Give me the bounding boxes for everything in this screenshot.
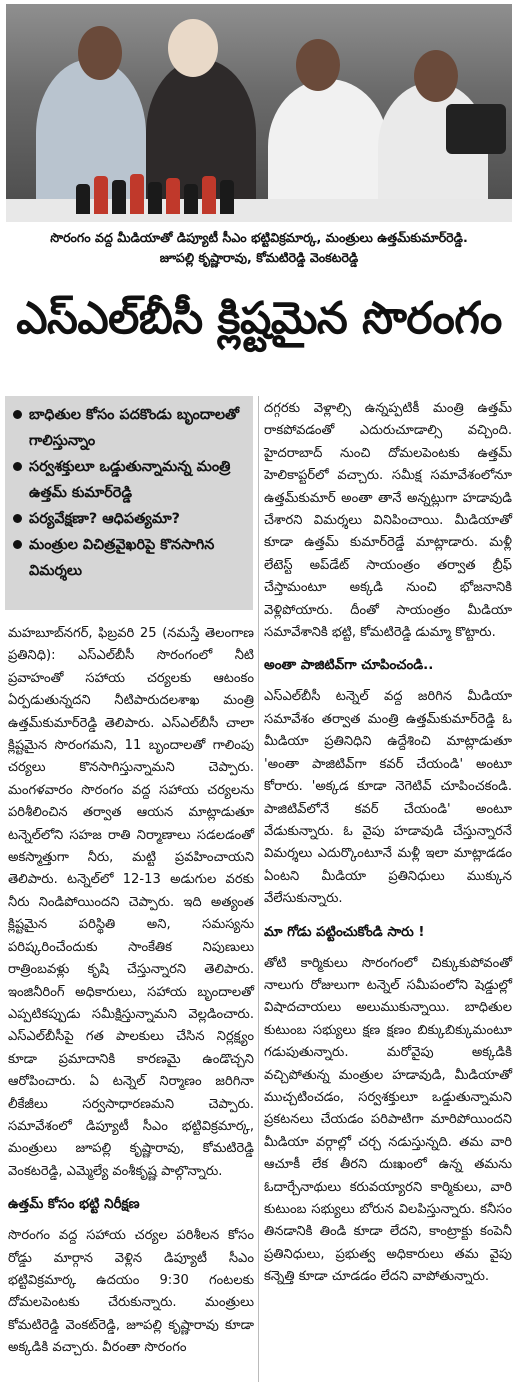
article-subheading: అంతా పాజిటివ్‌గా చూపించండి..	[264, 658, 434, 674]
bullet-icon	[13, 514, 22, 523]
microphone	[76, 184, 90, 214]
microphone	[220, 180, 234, 214]
highlight-text: మంత్రుల విచిత్రవైఖరిపై కొనసాగిన విమర్శలు	[29, 537, 215, 579]
microphone	[184, 184, 198, 214]
microphone	[94, 176, 108, 214]
article-column-right	[264, 398, 512, 1289]
headline: ఎస్‌ఎల్‌బీసీ క్లిష్టమైన సొరంగం	[16, 293, 502, 344]
article-column-left	[8, 623, 254, 1360]
article-subheading: ఉత్తమ్ కోసం భట్టి నిరీక్షణ	[8, 1197, 140, 1213]
microphone	[166, 178, 180, 214]
bullet-icon	[13, 462, 22, 471]
article-paragraph: ఎస్‌ఎల్‌బీసీ టన్నెల్ వద్ద జరిగిన మీడియా సమావేశం తర్వాత మంత్రి ఉత్తమ్‌కుమార్‌రెడ్డి ఓ మీడియా ప్రతినిధిని ఉద్దేశించి మాట్లాడుతూ 'అంతా పాజిటివ్‌గా కవర్ చేయండి' అంటూ కోరారు. 'అక్కడ కూడా నెగెటివ్ చూపించకండి. పాజిటివ్‌లోనే కవర్ చేయండి' అంటూ వేడుకున్నారు. ఓ వైపు హడావుడి చేస్తున్నారనే విమర్శలు ఎదుర్కొంటూనే మళ్లీ ఇలా మాట్లాడడం ఏంటని మీడియా ప్రతినిధులు ముక్కున వేలేసుకున్నారు.	[264, 689, 512, 907]
highlight-item	[13, 454, 245, 506]
article-paragraph: తోటి కార్మికులు సొరంగంలో చిక్కుకుపోవంతో నాలుగు రోజులుగా టన్నెల్ సమీపంలోని షెడ్డుల్లో విషాదచాయలు అలుముకున్నాయి. బాధితుల కుటుంబ సభ్యులు క్షణ క్షణం బిక్కుబిక్కుమంటూ గడుపుతున్నారు. మరోవైపు అక్కడికి వచ్చిపోతున్న మంత్రుల హడావుడి, మీడియాతో ముచ్చటించడం, సర్వశక్తులూ ఒడ్డుతున్నామని ప్రకటనలు చేయడం పరిపాటిగా మారిపోయిందని మీడియా వర్గాల్లో చర్చ నడుస్తున్నది. తమ వారి ఆచూకీ లేక తీరని దుఃఖంలో ఉన్న తమను ఓదార్చేనాథులు కరువయ్యారని కార్మికులు, వారి కుటుంబ సభ్యులు బోరున విలపిస్తున్నారు. కనీసం తినడానికి తిండి కూడా లేదని, కాంట్రాక్టు కంపెనీ ప్రతినిధులు, ప్రభుత్వ అధికారులు తమ వైపు కన్నెత్తి కూడా చూడడం లేదని వాపోతున్నారు.	[264, 955, 512, 1285]
photo-head-4	[414, 50, 458, 102]
microphone	[202, 176, 216, 214]
photo-person-3	[268, 79, 388, 214]
highlight-item	[13, 402, 245, 454]
highlight-text: బాధితుల కోసం పదకొండు బృందాలతో గాలిస్తున్నాం	[29, 407, 240, 449]
news-photo	[6, 4, 512, 222]
microphone	[148, 182, 162, 214]
column-divider	[258, 396, 259, 1382]
caption-line-1: సొరంగం వద్ద మీడియాతో డిప్యూటీ సీఎం భట్టివిక్రమార్క, మంత్రులు ఉత్తమ్‌కుమార్‌రెడ్డి.	[50, 230, 468, 245]
highlight-text: పర్యవేక్షణా? ఆధిపత్యమా?	[29, 511, 181, 527]
microphone-cluster	[76, 174, 276, 214]
video-camera	[446, 104, 506, 154]
photo-caption	[8, 228, 510, 268]
highlight-item	[13, 532, 245, 584]
photo-head-1	[78, 26, 122, 80]
article-paragraph: సొరంగం వద్ద సహాయ చర్యల పరిశీలన కోసం రోడ్డు మార్గాన వెళ్లిన డిప్యూటీ సీఎం భట్టివిక్రమార్క ఉదయం 9:30 గంటలకు దోమలపెంటకు చేరుకున్నారు. మంత్రులు కోమటిరెడ్డి వెంకట్‌రెడ్డి, జూపల్లి కృష్ణారావు కూడా అక్కడికి వచ్చారు. వీరంతా సొరంగం	[8, 1228, 254, 1356]
microphone	[112, 180, 126, 214]
bullet-icon	[13, 540, 22, 549]
microphone	[130, 174, 144, 214]
caption-line-2: జూపల్లి కృష్ణారావు, కోమటిరెడ్డి వెంకటరెడ్డి	[159, 250, 359, 265]
bullet-icon	[13, 410, 22, 419]
photo-head-3	[296, 39, 340, 91]
article-subheading: మా గోడు పట్టించుకోండి సారు !	[264, 924, 425, 940]
highlight-text: సర్వశక్తులూ ఒడ్డుతున్నామన్న మంత్రి ఉత్తమ్ కుమార్‌రెడ్డి	[29, 459, 231, 501]
article-paragraph: మహబూబ్‌నగర్, ఫిబ్రవరి 25 (నమస్తే తెలంగాణ ప్రతినిధి): ఎస్‌ఎల్‌బీసీ సొరంగంలో నీటి ప్రవాహంతో సహాయ చర్యలకు ఆటంకం ఏర్పడుతున్నదని నీటిపారుదలశాఖ మంత్రి ఉత్తమ్‌కుమార్‌రెడ్డి తెలిపారు. ఎస్‌ఎల్‌బీసీ చాలా క్లిష్టమైన సొరంగమని, 11 బృందాలతో గాలింపు చర్యలు కొనసాగిస్తున్నామని చెప్పారు. మంగళవారం సొరంగం వద్ద సహాయ చర్యలను పరిశీలించిన తర్వాత ఆయన మాట్లాడుతూ టన్నెల్‌లోని సహజ రాతి నిర్మాణాలు సడలడంతో అకస్మాత్తుగా నీరు, మట్టి ప్రవహించాయని తెలిపారు. టన్నెల్‌లో 12-13 అడుగుల వరకు నీరు నిండిపోయిందని చెప్పారు. ఇది అత్యంత క్లిష్టమైన పరిస్థితి అని, సమస్యను పరిష్కరించేందుకు సాంకేతిక నిపుణులు రాత్రింబవళ్లు కృషి చేస్తున్నారని తెలిపారు. ఇంజినీరింగ్ అధికారులు, సహాయ బృందాలతో ఎప్పటికప్పుడు సమీక్షిస్తున్నామని వెల్లడించారు. ఎస్‌ఎల్‌బీసీపై గత పాలకులు చేసిన నిర్లక్ష్యం కూడా ప్రమాదానికి కారణమై ఉండొచ్చని ఆరోపించారు. ఏ టన్నెల్ నిర్మాణం జరిగినా లీకేజీలు సర్వసాధారణమని చెప్పారు. సమావేశంలో డిప్యూటీ సీఎం భట్టివిక్రమార్క, మంత్రులు జూపల్లి కృష్ణారావు, కోమటిరెడ్డి వెంకటరెడ్డి, ఎమ్మెల్యే వంశీకృష్ణ పాల్గొన్నారు.	[8, 626, 254, 1179]
photo-head-2	[168, 19, 218, 77]
article-paragraph: దగ్గరకు వెళ్లాల్సి ఉన్నప్పటికీ మంత్రి ఉత్తమ్ రాకపోవడంతో ఎదురుచూడాల్సి వచ్చింది. హైదరాబాద్ నుంచి దోమలపెంటకు ఉత్తమ్ హెలికాప్టర్‌లో వచ్చారు. సమీక్ష సమావేశంలోనూ ఉత్తమ్‌కుమార్ అంతా తానే అన్నట్లుగా హడావుడి చేశారని విమర్శలు వినిపించాయి. మీడియాతో కూడా ఉత్తమ్ కుమార్‌రెడ్డే మాట్లాడారు. మళ్లీ లేటెస్ట్ అప్‌డేట్ సాయంత్రం తర్వాత బ్రీఫ్ చేస్తామంటూ అక్కడి నుంచి భోజనానికి వెళ్లిపోయారు. దీంతో సాయంత్రం మీడియా సమావేశానికి భట్టి, కోమటిరెడ్డి డుమ్మా కొట్టారు.	[264, 401, 512, 641]
highlights-box	[5, 396, 253, 610]
highlight-item	[13, 506, 245, 532]
